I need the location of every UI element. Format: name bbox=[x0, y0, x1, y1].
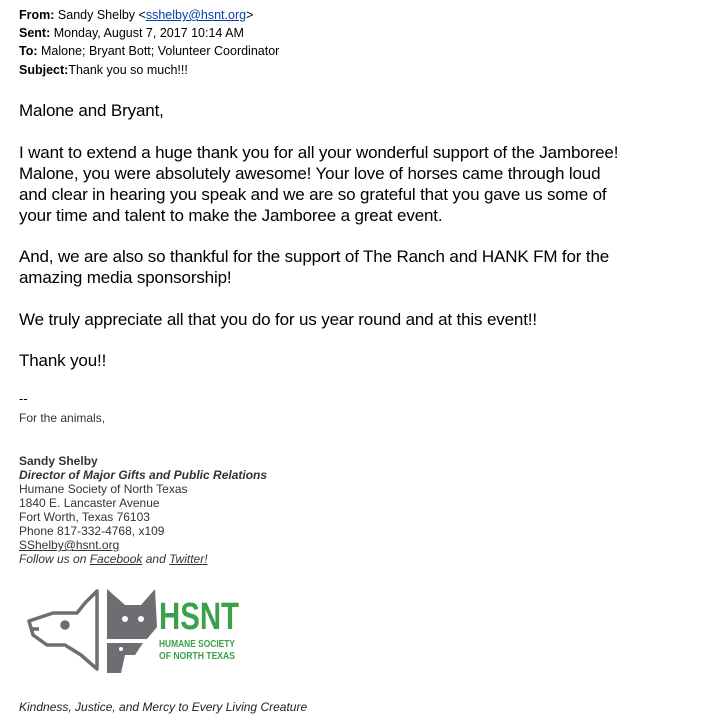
closing: Thank you!! bbox=[19, 351, 107, 370]
phone-link[interactable]: 817-332-4768 bbox=[57, 524, 132, 538]
follow-and: and bbox=[142, 552, 170, 566]
subject-line bbox=[19, 62, 188, 78]
horse-icon bbox=[107, 643, 143, 673]
signature-name: Sandy Shelby bbox=[19, 454, 98, 468]
follow-prefix: Follow us on bbox=[19, 552, 90, 566]
logo-acronym: HSNT bbox=[159, 596, 239, 638]
sent-label: Sent: bbox=[19, 26, 51, 40]
from-close: > bbox=[246, 8, 254, 22]
from-line bbox=[19, 7, 253, 23]
facebook-link[interactable]: Facebook bbox=[89, 552, 143, 566]
signature-address-2: Fort Worth, Texas 76103 bbox=[19, 510, 150, 524]
signature-dashes: -- bbox=[19, 391, 28, 406]
signature-title: Director of Major Gifts and Public Relations bbox=[19, 468, 268, 482]
to-label: To: bbox=[19, 44, 38, 58]
paragraph-1-line-4: your time and talent to make the Jamboree a great event. bbox=[19, 206, 443, 225]
paragraph-2-line-1: And, we are also so thankful for the support of The Ranch and HANK FM for the bbox=[19, 247, 610, 266]
paragraph-1-line-2: Malone, you were absolutely awesome! Your love of horses came through loud bbox=[19, 164, 601, 183]
tagline: Kindness, Justice, and Mercy to Every Living Creature bbox=[19, 700, 308, 714]
logo-line-1: HUMANE SOCIETY bbox=[159, 639, 236, 650]
sent-value: Monday, August 7, 2017 10:14 AM bbox=[53, 26, 244, 40]
signature-address-1: 1840 E. Lancaster Avenue bbox=[19, 496, 160, 510]
signature-email-link[interactable]: SShelby@hsnt.org bbox=[19, 538, 120, 552]
logo-line-2: OF NORTH TEXAS bbox=[159, 651, 236, 662]
phone-ext: , x109 bbox=[131, 524, 165, 538]
cat-icon bbox=[107, 589, 157, 639]
hsnt-logo-graphic bbox=[25, 583, 245, 678]
signature-for-animals: For the animals, bbox=[19, 411, 106, 425]
paragraph-1-line-3: and clear in hearing you speak and we are so grateful that you gave us some of bbox=[19, 185, 607, 204]
from-label: From: bbox=[19, 8, 55, 22]
from-name: Sandy Shelby < bbox=[57, 8, 146, 22]
hsnt-logo bbox=[25, 583, 245, 683]
from-email-link[interactable]: sshelby@hsnt.org bbox=[145, 8, 247, 22]
paragraph-1-line-1: I want to extend a huge thank you for all your wonderful support of the Jamboree! bbox=[19, 143, 619, 162]
to-value: Malone; Bryant Bott; Volunteer Coordinator bbox=[41, 44, 280, 58]
paragraph-2-line-2: amazing media sponsorship! bbox=[19, 268, 232, 287]
sent-line bbox=[19, 25, 244, 41]
phone-prefix: Phone bbox=[19, 524, 58, 538]
dog-icon bbox=[29, 591, 97, 669]
signature-phone bbox=[19, 524, 164, 538]
subject-value: Thank you so much!!! bbox=[68, 63, 188, 77]
greeting: Malone and Bryant, bbox=[19, 101, 164, 120]
subject-label: Subject: bbox=[19, 63, 69, 77]
signature-follow bbox=[19, 552, 208, 566]
twitter-link[interactable]: Twitter! bbox=[169, 552, 208, 566]
to-line bbox=[19, 43, 279, 59]
paragraph-3: We truly appreciate all that you do for us year round and at this event!! bbox=[19, 310, 537, 329]
signature-org: Humane Society of North Texas bbox=[19, 482, 188, 496]
